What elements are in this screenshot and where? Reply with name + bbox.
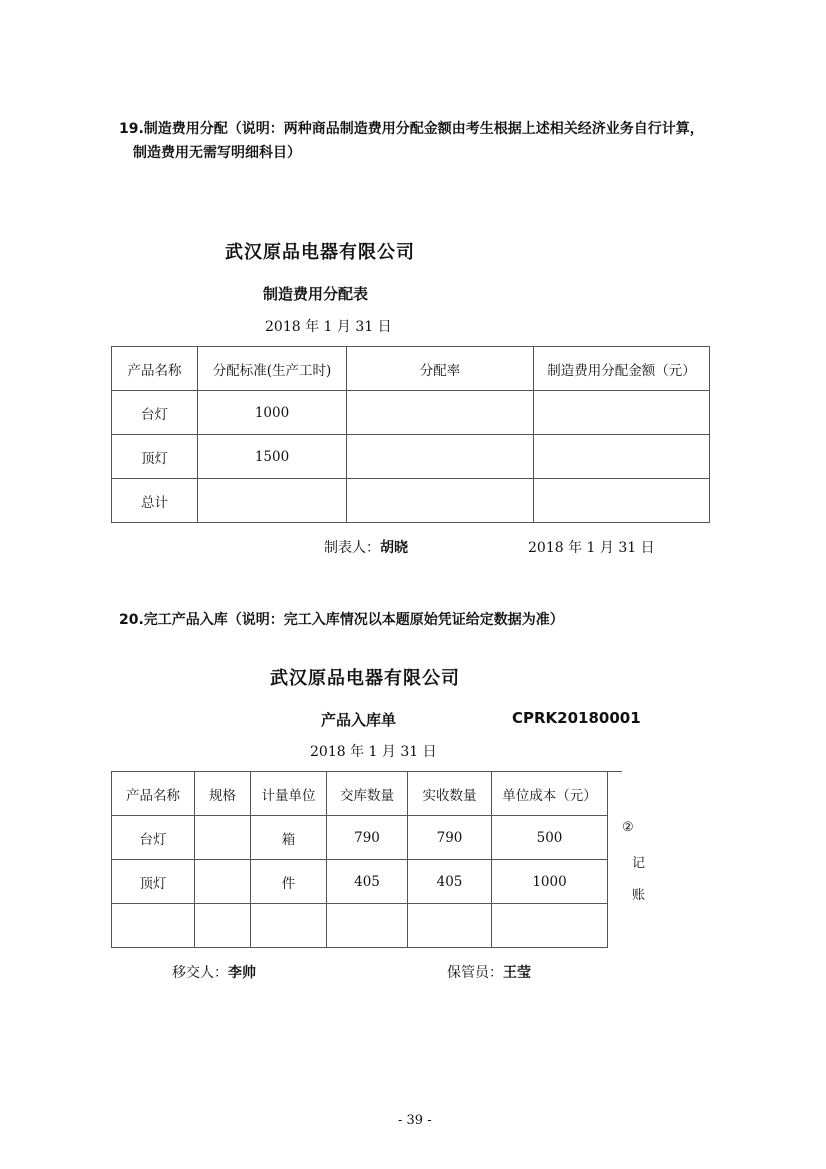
table-cell: 件 [251,860,327,904]
page-number: - 39 - [398,1113,432,1128]
table-cell[interactable] [347,391,534,435]
header-cell: 交库数量 [327,772,408,816]
table-header-row [112,772,608,816]
table-cell: 405 [408,860,492,904]
table-row [112,391,710,435]
header-cell: 实收数量 [408,772,492,816]
q20-company-name: 武汉原品电器有限公司 [270,668,460,689]
table-cell [251,904,327,948]
header-cell: 计量单位 [251,772,327,816]
table-cell: 1000 [198,391,347,435]
q19-doc-title: 制造费用分配表 [263,285,369,303]
table-cell[interactable] [347,479,534,523]
table-cell [492,904,608,948]
table-cell [195,904,251,948]
table-cell: 总计 [112,479,198,523]
preparer-name: 胡晓 [380,540,408,556]
table-row [112,435,710,479]
q19-title-line1: 19.制造费用分配（说明：两种商品制造费用分配金额由考生根据上述相关经济业务自行计算， [119,121,704,137]
table-cell: 790 [408,816,492,860]
table-cell[interactable] [534,479,710,523]
q19-preparer [324,537,408,557]
side-note-copy-number: ② [622,820,634,835]
table-header-row [112,347,710,391]
table-cell: 405 [327,860,408,904]
table-cell[interactable] [347,435,534,479]
table-cell: 1000 [492,860,608,904]
header-cell: 单位成本（元） [492,772,608,816]
side-note-char: 记 [632,856,646,871]
table-cell: 1500 [198,435,347,479]
header-cell: 分配标准(生产工时) [198,347,347,391]
preparer-label: 制表人： [324,540,380,556]
table-cell[interactable] [534,435,710,479]
table-cell[interactable] [534,391,710,435]
table-cell: 箱 [251,816,327,860]
table-cell [195,860,251,904]
table-cell: 500 [492,816,608,860]
q20-date: 2018 年 1 月 31 日 [310,744,437,760]
header-cell: 产品名称 [112,347,198,391]
table-row [112,860,608,904]
table-cell [408,904,492,948]
overhead-allocation-table [111,346,710,523]
table-cell [112,904,195,948]
q19-title-line2: 制造费用无需写明细科目） [133,145,301,161]
table-cell [327,904,408,948]
table-row [112,816,608,860]
deliverer-label: 移交人： [172,965,228,981]
table-cell: 顶灯 [112,435,198,479]
q19-company-name: 武汉原品电器有限公司 [225,242,415,263]
deliverer-name: 李帅 [228,965,256,981]
keeper-name: 王莹 [503,965,531,981]
q20-doc-number: CPRK20180001 [512,709,641,727]
q20-deliverer [172,962,256,982]
product-receipt-table [111,771,608,948]
header-cell: 产品名称 [112,772,195,816]
table-cell [195,816,251,860]
header-cell: 分配率 [347,347,534,391]
header-cell: 规格 [195,772,251,816]
table-row [112,479,710,523]
header-cell: 制造费用分配金额（元） [534,347,710,391]
q19-sign-date: 2018 年 1 月 31 日 [528,540,655,556]
q19-date: 2018 年 1 月 31 日 [265,319,392,335]
q20-keeper [447,962,531,982]
table-row [112,904,608,948]
table-cell: 台灯 [112,391,198,435]
table-cell: 790 [327,816,408,860]
q20-title: 20.完工产品入库（说明：完工入库情况以本题原始凭证给定数据为准） [119,612,564,628]
table-cell: 顶灯 [112,860,195,904]
keeper-label: 保管员： [447,965,503,981]
side-note-char: 账 [632,888,646,903]
q20-doc-title: 产品入库单 [321,711,397,729]
table-cell[interactable] [198,479,347,523]
table-cell: 台灯 [112,816,195,860]
